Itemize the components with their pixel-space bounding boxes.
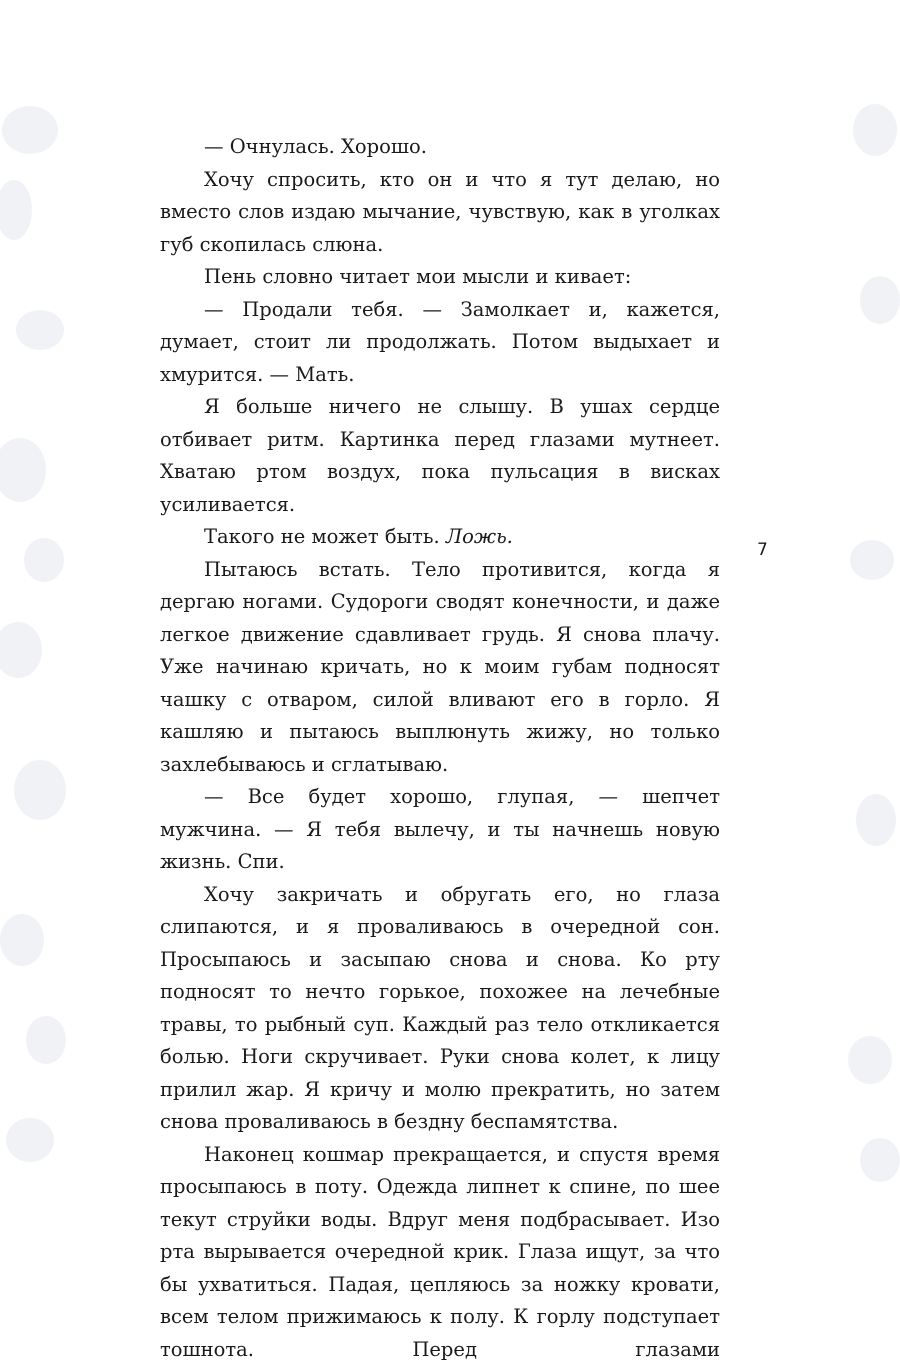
paragraph: — Все будет хорошо, глупая, — шепчет мужчина. — Я тебя вылечу, и ты начнешь новую жизнь. Спи. bbox=[160, 781, 720, 879]
paragraph: — Очнулась. Хорошо. bbox=[160, 131, 720, 164]
paragraph: Хочу закричать и обругать его, но глаза слипаются, и я проваливаюсь в очередной сон. Просыпаюсь и засыпаю снова и снова. Ко рту подносят то нечто горькое, похожее на лечебные травы, то рыбный суп. Каждый раз тело откликается болью. Ноги скручивает. Руки снова колет, к лицу прилил жар. Я кричу и молю прекратить, но затем снова проваливаюсь в бездну беспамятства. bbox=[160, 879, 720, 1139]
paragraph: Пытаюсь встать. Тело противится, когда я дергаю ногами. Судороги сводят конечности, и даже легкое движение сдавливает грудь. Я снова плачу. Уже начинаю кричать, но к моим губам подносят чашку с отваром, силой вливают его в горло. Я кашляю и пытаюсь выплюнуть жижу, но только захлебываюсь и сглатываю. bbox=[160, 554, 720, 782]
paragraph bbox=[160, 521, 720, 554]
paragraph-text: Такого не может быть. bbox=[204, 525, 446, 548]
body-text bbox=[160, 131, 720, 1366]
paragraph: Пень словно читает мои мысли и кивает: bbox=[160, 261, 720, 294]
page-number: 7 bbox=[757, 540, 768, 560]
paragraph: — Продали тебя. — Замолкает и, кажется, думает, стоит ли продолжать. Потом выдыхает и хмурится. — Мать. bbox=[160, 294, 720, 392]
italic-word: Ложь. bbox=[446, 525, 513, 548]
paragraph: Наконец кошмар прекращается, и спустя время просыпаюсь в поту. Одежда липнет к спине, по шее текут струйки воды. Вдруг меня подбрасывает. Изо рта вырывается очередной крик. Глаза ищут, за что бы ухватиться. Падая, цепляюсь за ножку кровати, всем телом прижимаюсь к полу. К горлу подступает тошнота. Перед глазами bbox=[160, 1139, 720, 1366]
paragraph: Я больше ничего не слышу. В ушах сердце отбивает ритм. Картинка перед глазами мутнеет. Хватаю ртом воздух, пока пульсация в висках усиливается. bbox=[160, 391, 720, 521]
paragraph: Хочу спросить, кто он и что я тут делаю, но вместо слов издаю мычание, чувствую, как в уголках губ скопилась слюна. bbox=[160, 164, 720, 262]
